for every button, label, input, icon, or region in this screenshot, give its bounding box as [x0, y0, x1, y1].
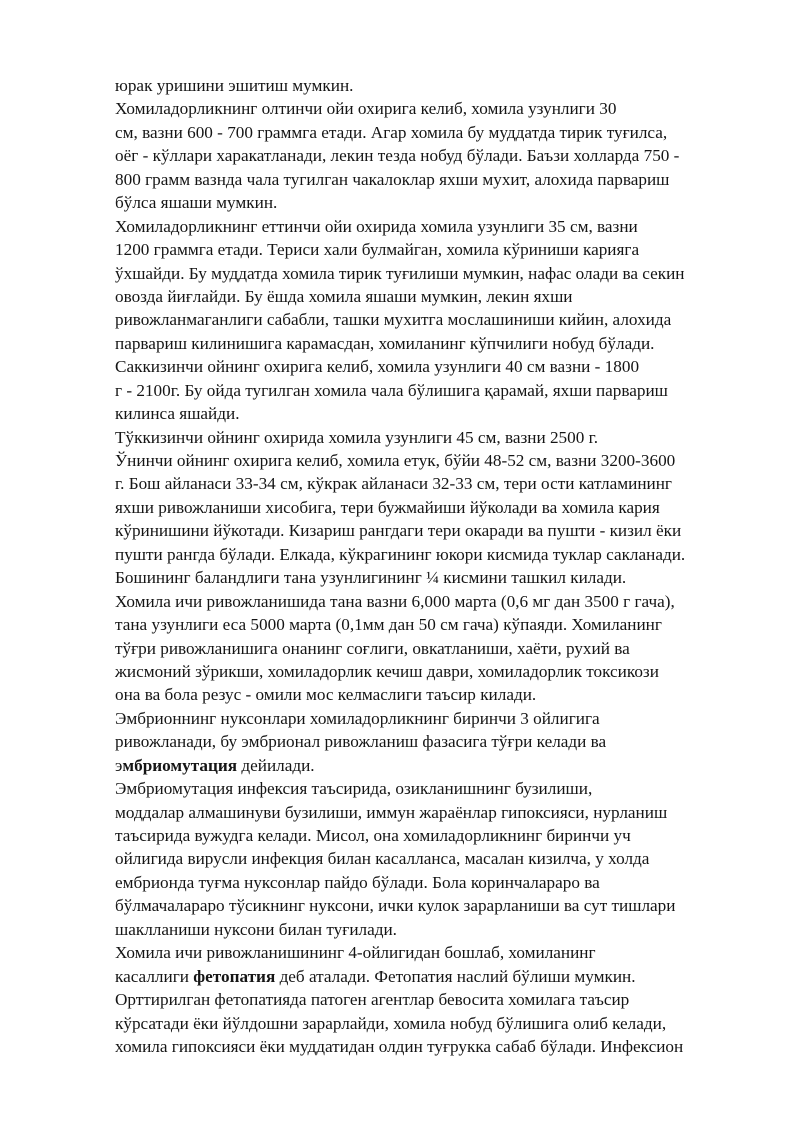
text-line: она ва бола резус - омили мос келмаслиги таъсир килади.	[115, 685, 537, 705]
text-line: пушти рангда бўлади. Елкада, кўкрагининг юкори кисмида туклар сакланади.	[115, 544, 686, 564]
text-line: ойлигида вирусли инфекция билан касалланса, масалан кизилча, у холда	[115, 849, 650, 869]
text-line: Ўнинчи ойнинг охирига келиб, хомила етук, бўйи 48-52 см, вазни 3200-3600	[115, 451, 676, 470]
text-line: ривожланмаганлиги сабабли, ташки мухитга мослашиниши кийин, алохида	[115, 310, 672, 330]
text-line: овозда йиғлайди. Бу ёшда хомила яшаши мумкин, лекин яхши	[115, 286, 573, 306]
text-line: Саккизинчи ойнинг охирига келиб, хомила узунлиги 40 см вазни - 1800	[115, 357, 640, 377]
text-line: см, вазни 600 - 700 граммга етади. Агар хомила бу муддатда тирик туғилса,	[115, 122, 668, 142]
text-line: яхши ривожланиши хисобига, тери бужмайиши йўколади ва хомила кария	[115, 497, 660, 517]
text-line: Хомила ичи ривожланишининг 4-ойлигидан бошлаб, хомиланинг	[115, 943, 596, 963]
text-line: Хомила ичи ривожланишида тана вазни 6,000 марта (0,6 мг дан 3500 г гача),	[115, 591, 675, 611]
term-prefix: э	[115, 755, 123, 775]
text-line: Орттирилган фетопатияда патоген агентлар бевосита хомилага таъсир	[115, 990, 630, 1010]
text-line: Эмбрионнинг нуксонлари хомиладорликнинг биринчи 3 ойлигига	[115, 708, 600, 728]
text-line: килинса яшайди.	[115, 404, 240, 424]
text-line: кўрсатади ёки йўлдошни зарарлайди, хомила нобуд бўлишига олиб келади,	[115, 1013, 667, 1033]
text-line: оёг - кўллари харакатланади, лекин тезда нобуд бўлади. Баъзи холларда 750 -	[115, 146, 680, 166]
text-line-with-term	[115, 754, 755, 777]
text-line: моддалар алмашинуви бузилиши, иммун жараёнлар гипоксияси, нурланиш	[115, 802, 668, 822]
text-line: Хомиладорликнинг олтинчи ойи охирига келиб, хомила узунлиги 30	[115, 99, 617, 119]
term-suffix: деб аталади. Фетопатия наслий бўлиши мумкин.	[275, 966, 636, 986]
text-line: Тўккизинчи ойнинг охирида хомила узунлиги 45 см, вазни 2500 г.	[115, 427, 599, 447]
text-line: бўлмачалараро тўсикнинг нуксони, ички кулок зарарланиши ва сут тишлари	[115, 896, 676, 916]
text-line: Хомиладорликнинг еттинчи ойи охирида хомила узунлиги 35 см, вазни	[115, 216, 638, 236]
text-line: жисмоний зўрикши, хомиладорлик кечиш даври, хомиладорлик токсикози	[115, 661, 659, 681]
text-line: тўғри ривожланишига онанинг соғлиги, овкатланиши, хаёти, рухий ва	[115, 638, 630, 658]
text-line: юрак уришини эшитиш мумкин.	[115, 76, 354, 95]
text-line: ривожланади, бу эмбрионал ривожланиш фазасига тўғри келади ва	[115, 732, 607, 752]
text-line: таъсирида вужудга келади. Мисол, она хомиладорликнинг биринчи уч	[115, 826, 631, 845]
text-line: шаклланиши нуксони билан туғилади.	[115, 919, 397, 939]
text-line-with-term	[115, 965, 755, 988]
term-prefix: касаллиги	[115, 966, 194, 986]
text-line: г. Бош айланаси 33-34 см, кўкрак айланаси 32-33 см, тери ости катламининг	[115, 474, 672, 494]
text-line: 800 грамм вазнда чала тугилган чакалоклар яхши мухит, алохида парвариш	[115, 169, 670, 189]
text-line: ембрионда туғма нуксонлар пайдо бўлади. Бола коринчалараро ва	[115, 872, 600, 892]
text-line: Бошининг баландлиги тана узунлигининг ¼ кисмини ташкил килади.	[115, 568, 627, 588]
text-line: ўхшайди. Бу муддатда хомила тирик туғилиши мумкин, нафас олади ва секин	[115, 263, 685, 283]
text-line: бўлса яшаши мумкин.	[115, 193, 278, 213]
text-line: кўринишини йўкотади. Кизариш рангдаги тери окаради ва пушти - кизил ёки	[115, 521, 682, 541]
text-line: г - 2100г. Бу ойда тугилган хомила чала бўлишига қарамай, яхши парвариш	[115, 380, 668, 400]
text-line: 1200 граммга етади. Териси хали булмайган, хомила кўриниши карияга	[115, 240, 640, 260]
document-page	[115, 74, 755, 1058]
text-line: парвариш килинишига карамасдан, хомиланинг кўпчилиги нобуд бўлади.	[115, 333, 655, 353]
text-line: Эмбриомутация инфексия таъсирида, озикланишнинг бузилиши,	[115, 779, 593, 799]
text-line: тана узунлиги еса 5000 марта (0,1мм дан 50 см гача) кўпаяди. Хомиланинг	[115, 615, 662, 635]
term-suffix: дейилади.	[237, 755, 315, 775]
text-line: хомила гипоксияси ёки муддатидан олдин туғрукка сабаб бўлади. Инфексион	[115, 1036, 684, 1056]
term-fetopathy: фетопатия	[193, 966, 276, 986]
term-embryomutation: мбриомутация	[122, 755, 238, 775]
